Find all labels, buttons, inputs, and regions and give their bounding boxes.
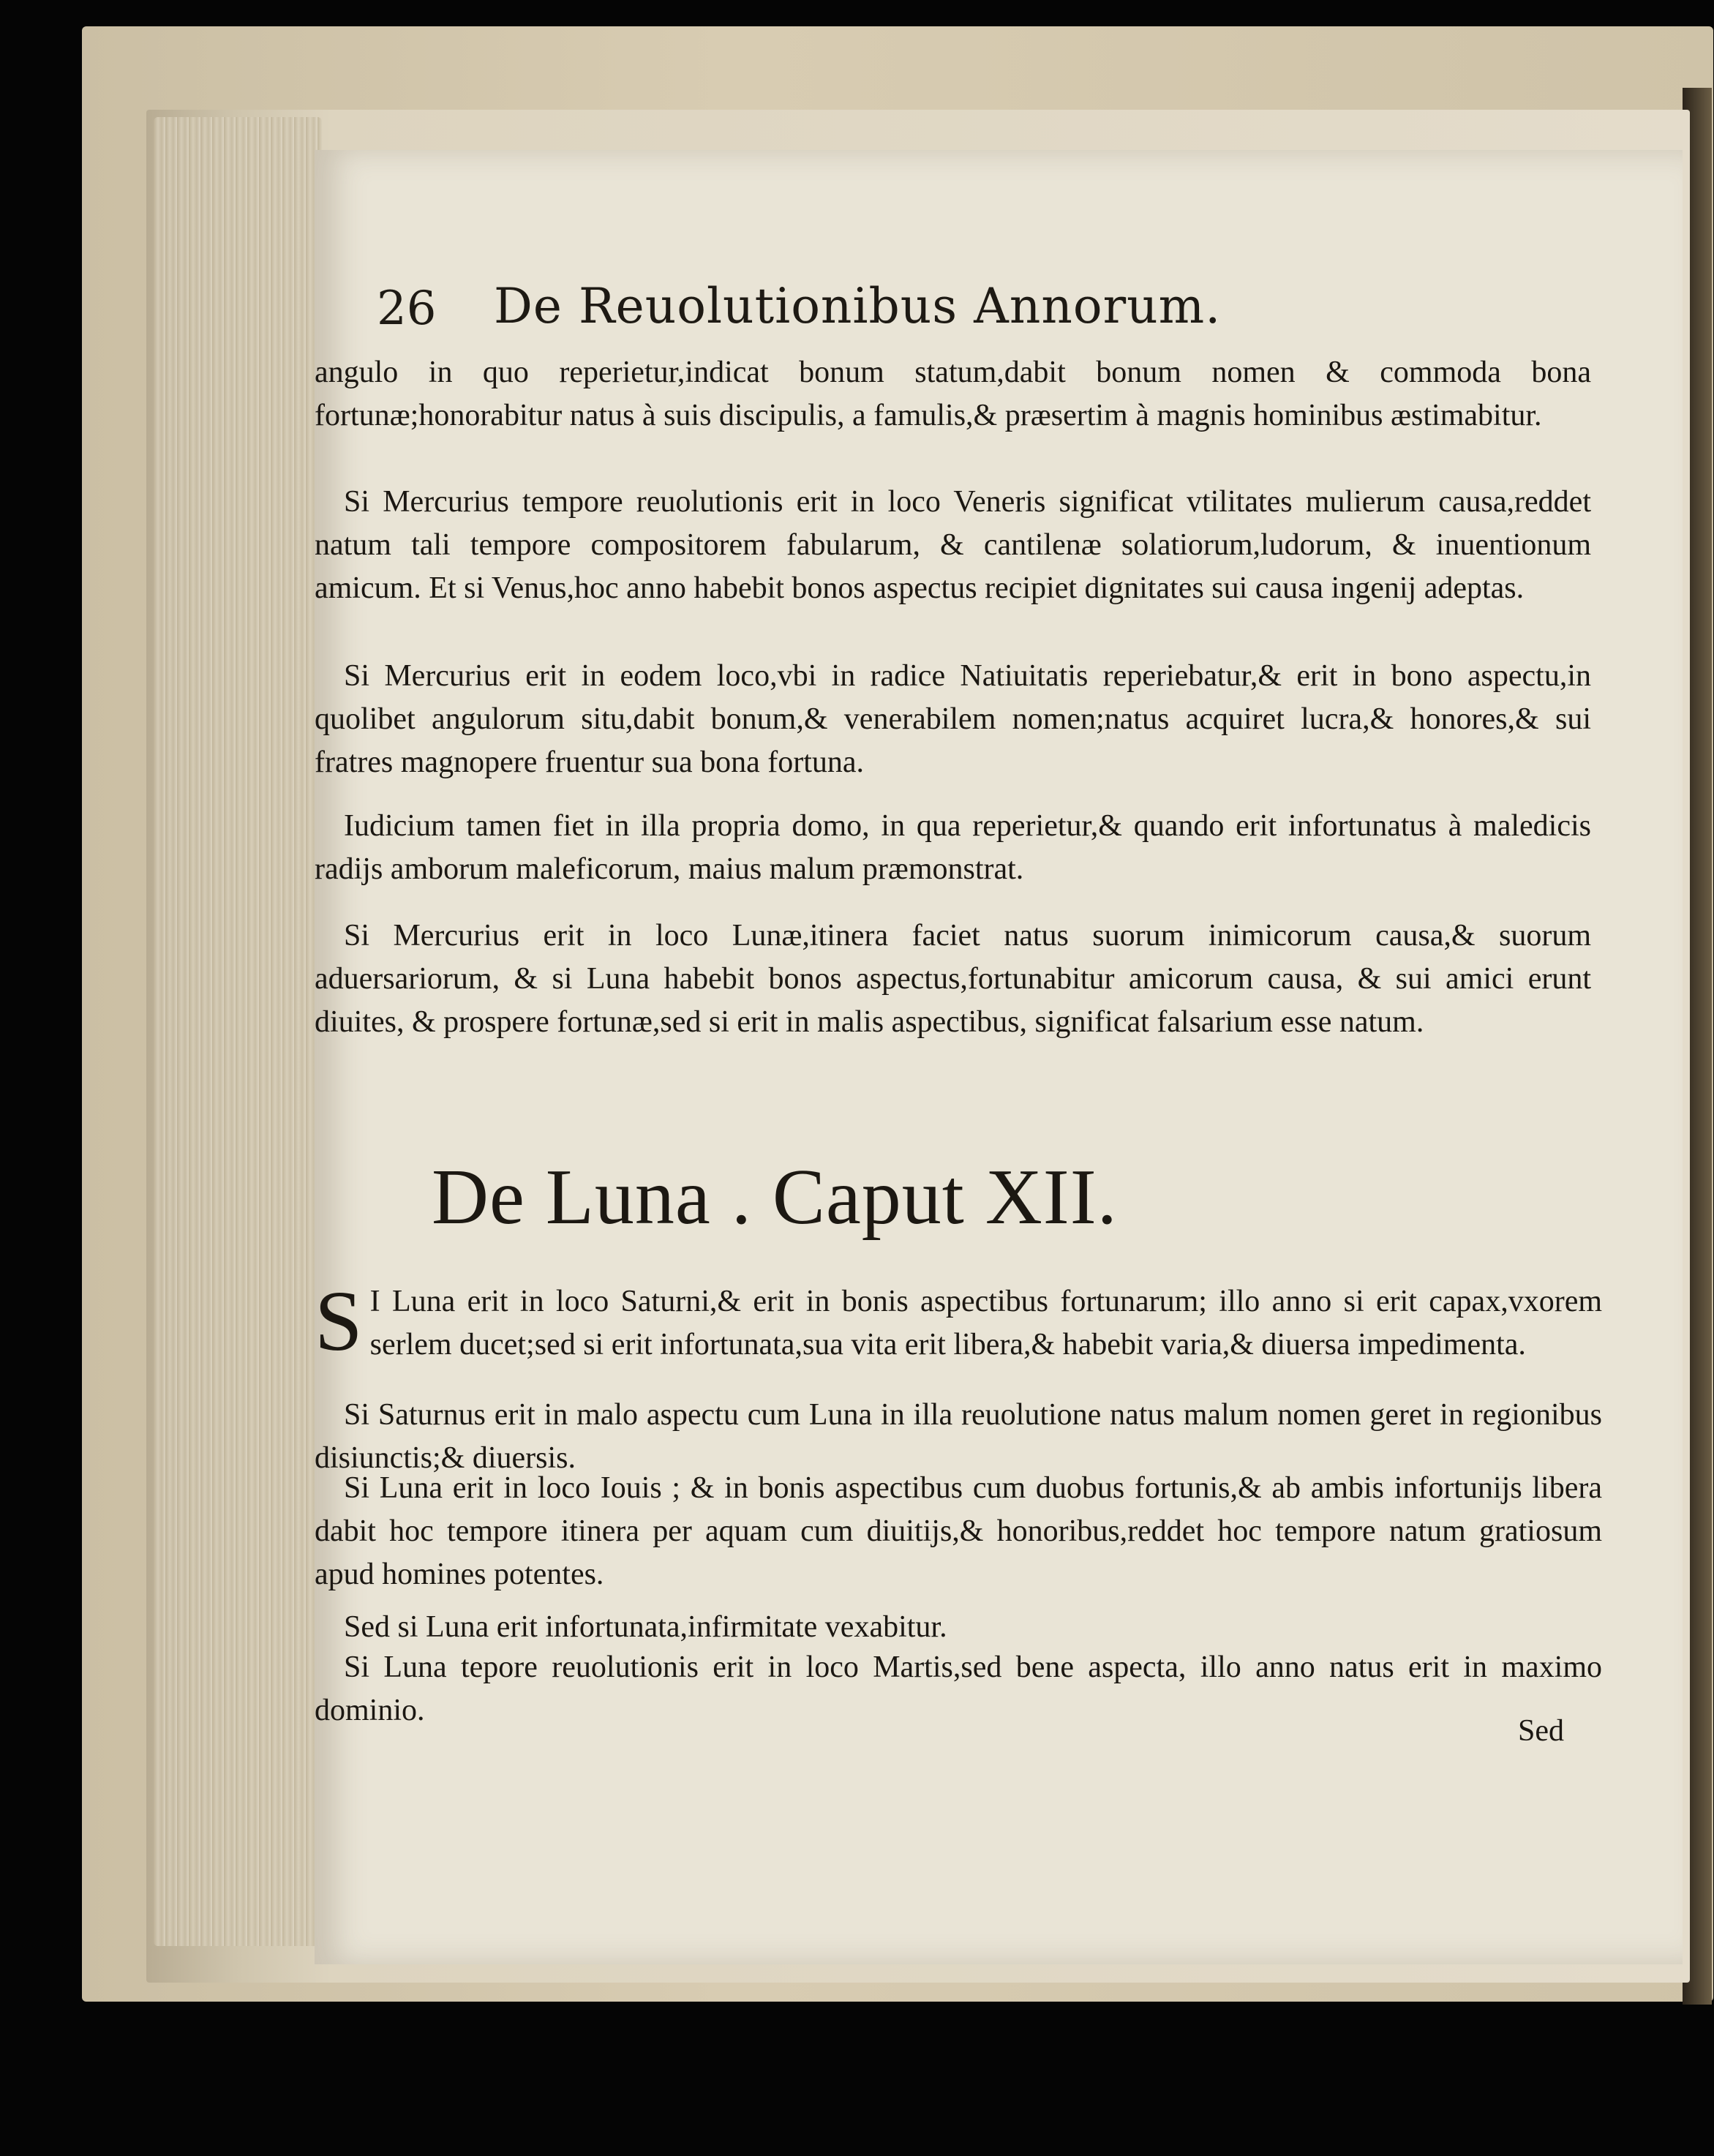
chapter-paragraph-1 bbox=[315, 1273, 1602, 1369]
chapter-paragraph-2: Si Saturnus erit in malo aspectu cum Luna in illa reuolutione natus malum nomen geret in regionibus disiunctis;& diuersis. bbox=[315, 1398, 1602, 1475]
paragraph-4: Iudicium tamen fiet in illa propria domo, in qua reperietur,& quando erit infortunatus à maledicis radijs amborum maleficorum, maius malum præmonstrat. bbox=[315, 809, 1591, 886]
catchword: Sed bbox=[1518, 1714, 1564, 1748]
paragraph-1: angulo in quo reperietur,indicat bonum statum,dabit bonum nomen & commoda bona fortunæ;honorabitur natus à suis discipulis, a famulis,& præsertim à magnis hominibus æstimabitur. bbox=[315, 356, 1591, 432]
drop-cap: S bbox=[315, 1273, 363, 1369]
page-header bbox=[0, 139, 1302, 336]
chapter-paragraph-1-text: I Luna erit in loco Saturni,& erit in bonis aspectibus fortunarum; illo anno si erit capax,vxorem serlem ducet;sed si erit infortunata,sua vita erit libera,& habebit varia,& diuersa impedimenta. bbox=[369, 1285, 1602, 1361]
running-title: De Reuolutionibus Annorum. bbox=[494, 278, 1222, 334]
chapter-paragraph-3: Si Luna erit in loco Iouis ; & in bonis aspectibus cum duobus fortunis,& ab ambis infortunijs libera dabit hoc tempore itinera per aquam cum diuitijs,& honoribus,reddet hoc tempore natum gratiosum apud homines potentes. bbox=[315, 1471, 1602, 1591]
chapter-paragraph-5: Si Luna tepore reuolutionis erit in loco Martis,sed bene aspecta, illo anno natus erit in maximo dominio. bbox=[315, 1650, 1602, 1727]
paragraph-3: Si Mercurius erit in eodem loco,vbi in radice Natiuitatis reperiebatur,& erit in bono aspectu,in quolibet angulorum situ,dabit bonum,& venerabilem nomen;natus acquiret lucra,& honores,& sui fratres magnopere fruentur sua bona fortuna. bbox=[315, 659, 1591, 779]
paragraph-2: Si Mercurius tempore reuolutionis erit in loco Veneris significat vtilitates mulierum causa,reddet natum tali tempore compositorem fabularum, & cantilenæ solatiorum,ludorum, & inuentionum amicum. Et si Venus,hoc anno habebit bonos aspectus recipiet dignitates sui causa ingenij adeptas. bbox=[315, 485, 1591, 605]
paragraph-5: Si Mercurius erit in loco Lunæ,itinera faciet natus suorum inimicorum causa,& suorum aduersariorum, & si Luna habebit bonos aspectus,fortunabitur amicorum causa, & sui amici erunt diuites, & prospere fortunæ,sed si erit in malis aspectibus, significat falsarium esse natum. bbox=[315, 919, 1591, 1039]
page-edges bbox=[154, 117, 322, 1946]
page-number: 26 bbox=[377, 282, 437, 336]
chapter-heading: De Luna . Caput XII. bbox=[432, 1154, 1118, 1241]
chapter-paragraph-4: Sed si Luna erit infortunata,infirmitate vexabitur. bbox=[344, 1610, 947, 1644]
